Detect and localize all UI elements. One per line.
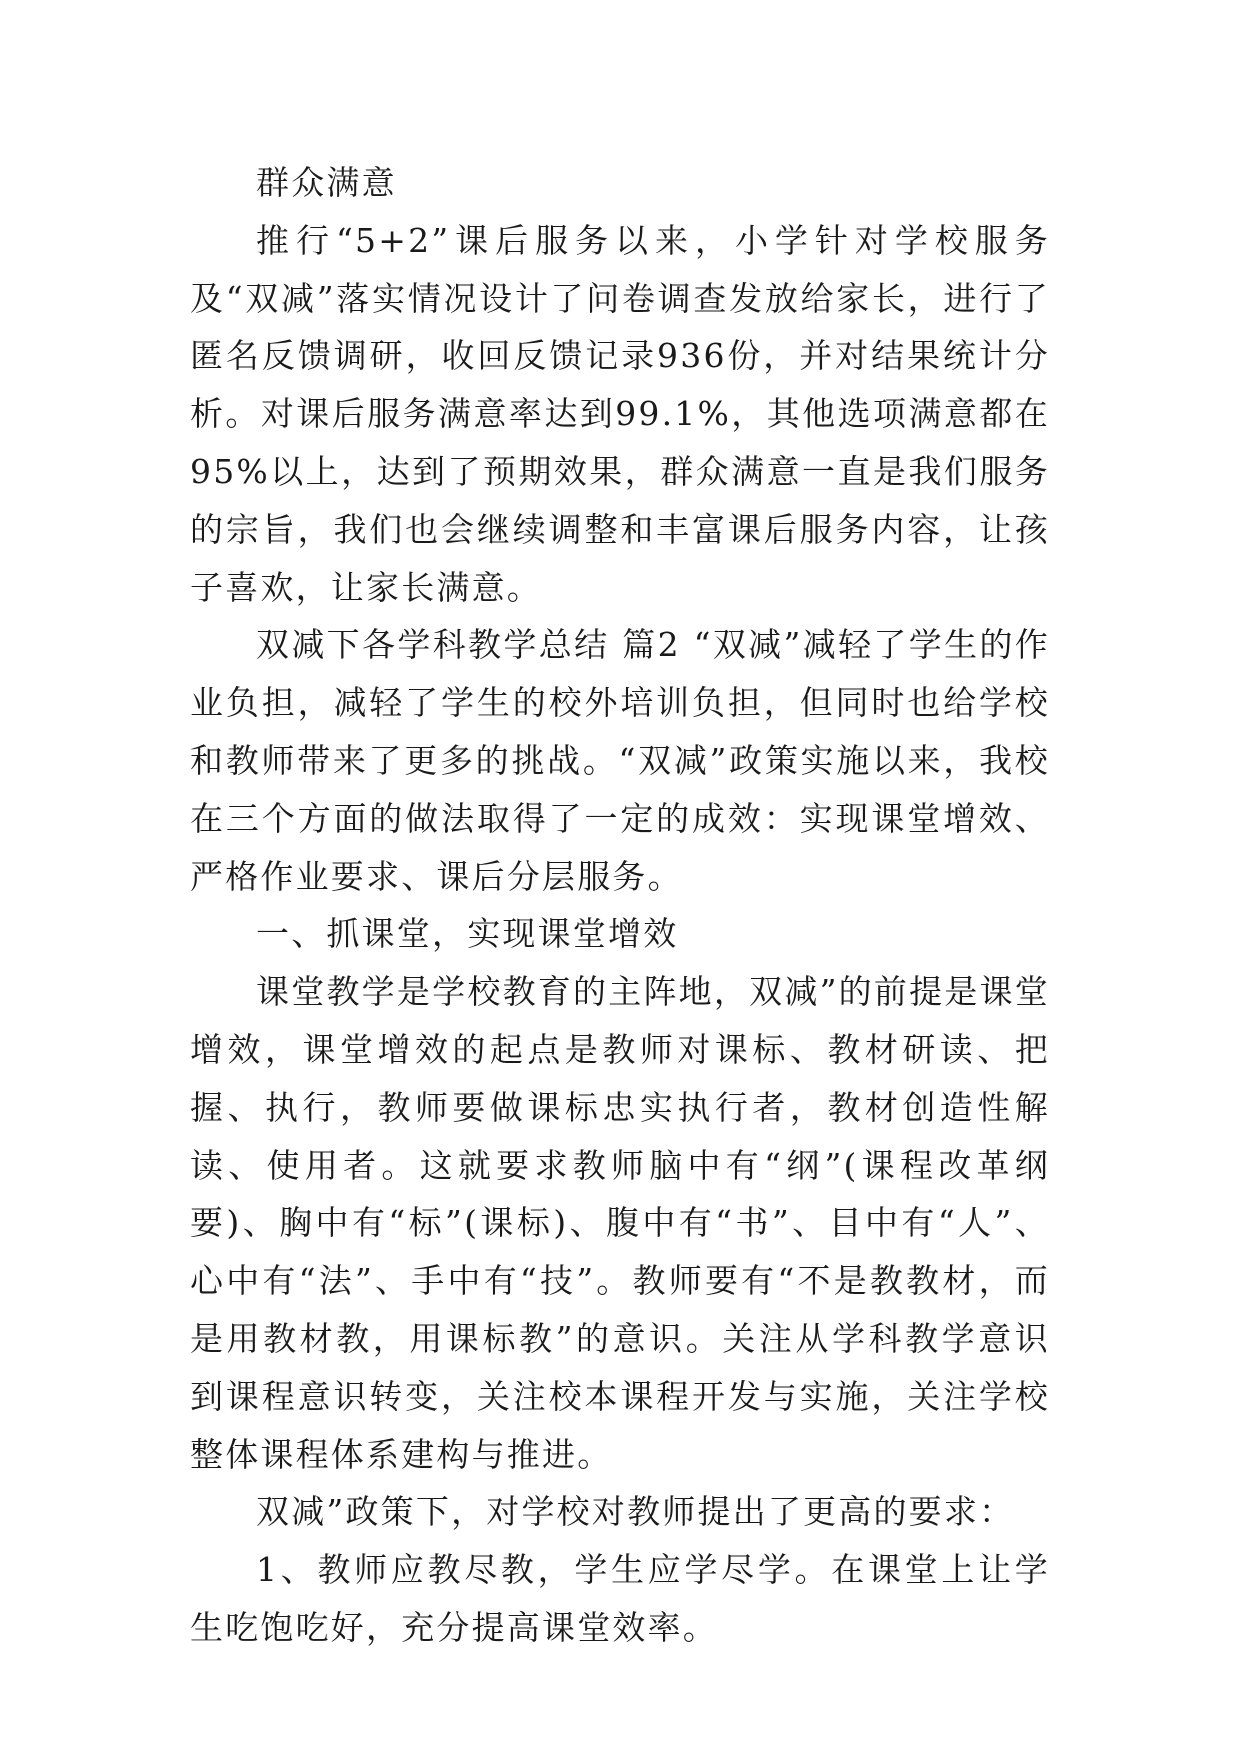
paragraph-heading-satisfaction: 群众满意 bbox=[256, 163, 397, 202]
paragraph-policy-requirements: 双减”政策下，对学校对教师提出了更高的要求： bbox=[256, 1492, 1015, 1532]
paragraph-summary-intro: 双减下各学科教学总结 篇2 “双减”减轻了学生的作业负担，减轻了学生的校外培训负担，但同时也给学校和教师带来了更多的挑战。“双减”政策实施以来，我校在三个方面的做法取得了一定的成效：实现课堂增效、严格作业要求、课后分层服务。 bbox=[190, 625, 1050, 896]
paragraph-classroom-teaching: 课堂教学是学校教育的主阵地，双减”的前提是课堂增效，课堂增效的起点是教师对课标、教材研读、把握、执行，教师要做课标忠实执行者，教材创造性解读、使用者。这就要求教师脑中有“纲”(课程改革纲要)、胸中有“标”(课标)、腹中有“书”、目中有“人”、心中有“法”、手中有“技”。教师要有“不是教教材，而是用教材教，用课标教”的意识。关注从学科教学意识到课程意识转变，关注校本课程开发与实施，关注学校整体课程体系建构与推进。 bbox=[190, 972, 1050, 1474]
paragraph-section-heading-classroom: 一、抓课堂，实现课堂增效 bbox=[256, 914, 679, 954]
document-body bbox=[190, 154, 1050, 1657]
paragraph-requirement-1: 1、教师应教尽教，学生应学尽学。在课堂上让学生吃饱吃好，充分提高课堂效率。 bbox=[190, 1550, 1050, 1647]
paragraph-survey-results: 推行“5+2”课后服务以来，小学针对学校服务及“双减”落实情况设计了问卷调查发放给家长，进行了匿名反馈调研，收回反馈记录936份，并对结果统计分析。对课后服务满意率达到99.1%，其他选项满意都在95%以上，达到了预期效果，群众满意一直是我们服务的宗旨，我们也会继续调整和丰富课后服务内容，让孩子喜欢，让家长满意。 bbox=[190, 220, 1050, 607]
